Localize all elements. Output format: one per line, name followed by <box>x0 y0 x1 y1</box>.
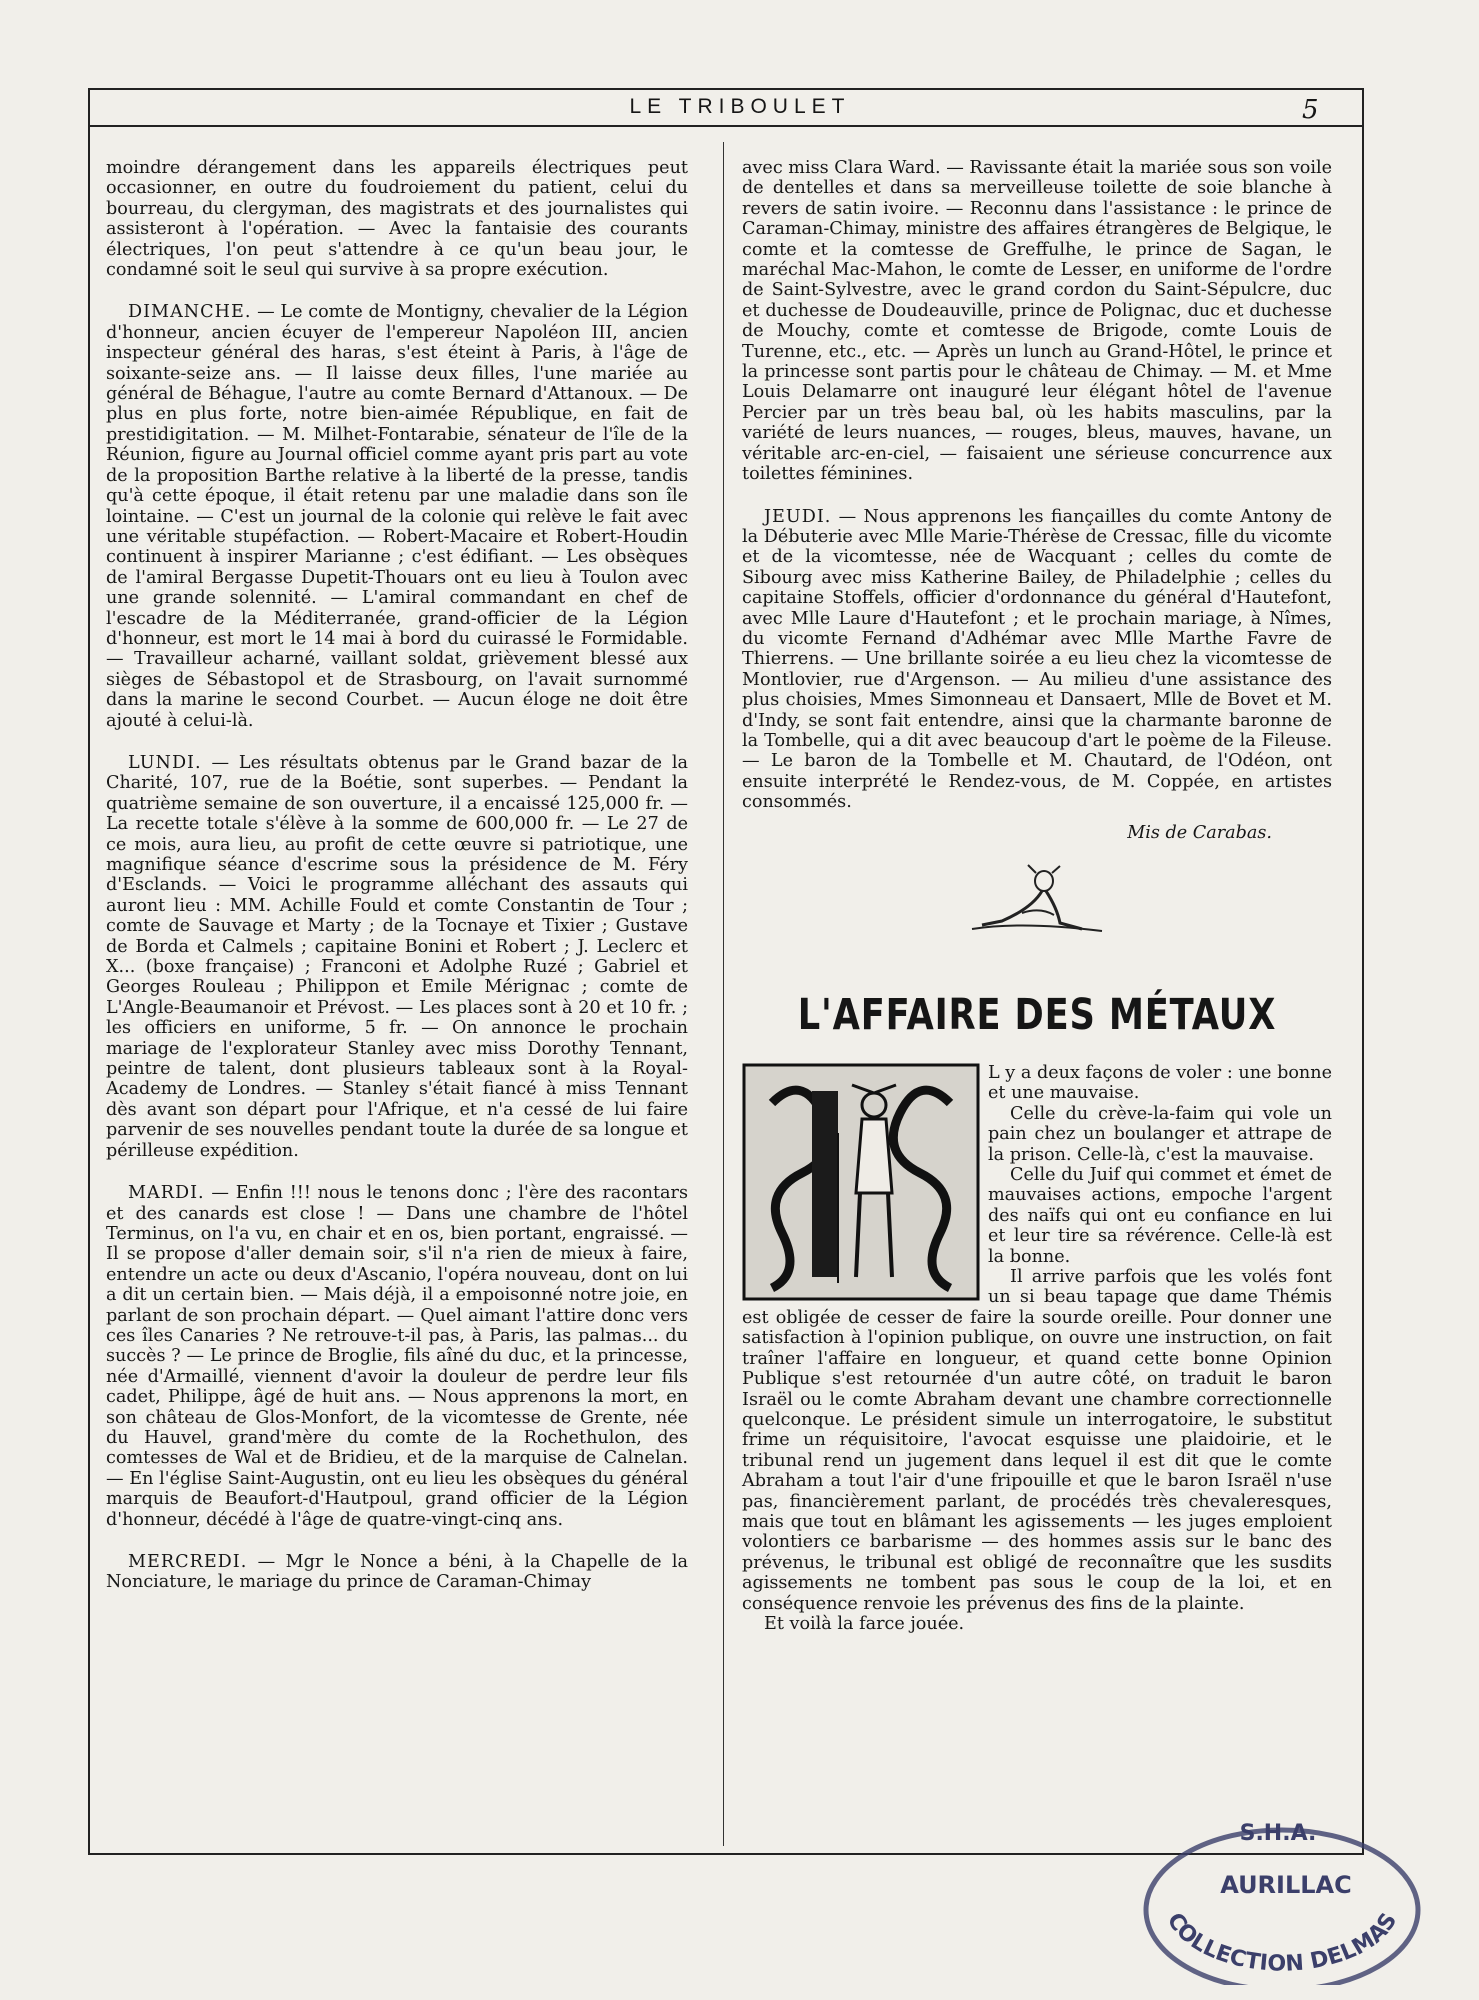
left-column <box>106 158 688 1593</box>
chronicle-paragraph: MERCREDI. — Mgr le Nonce a béni, à la Chapelle de la Nonciature, le mariage du prince de Caraman-Chimay <box>106 1552 688 1593</box>
header-rule <box>90 125 1362 127</box>
chronicle-paragraph: LUNDI. — Les résultats obtenus par le Grand bazar de la Charité, 107, rue de la Boétie, sont superbes. — Pendant la quatrième semaine de son ouverture, il a encaissé 125,000 fr. — La recette totale s'élève à la somme de 600,000 fr. — Le 27 de ce mois, aura lieu, au profit de cette œuvre si patriotique, une magnifique séance d'escrime sous la présidence de M. Féry d'Esclands. — Voici le programme alléchant des assauts qui auront lieu : MM. Achille Fould et comte Constantin de Tour ; comte de Sauvage et Marty ; de la Tocnaye et Tixier ; Gustave de Borda et Calmels ; capitaine Bonini et Robert ; J. Leclerc et X... (boxe française) ; Franconi et Adolphe Ruzé ; Gabriel et Georges Rouleau ; Philippon et Emile Mérignac ; comte de L'Angle-Beaumanoir et Prévost. — Les places sont à 20 et 10 fr. ; les officiers en uniforme, 5 fr. — On annonce le prochain mariage de l'explorateur Stanley avec miss Dorothy Tennant, peintre de talent, dont plusieurs tableaux sont à la Royal-Academy de Londres. — Stanley s'était fiancé à miss Tennant dès avant son départ pour l'Afrique, et n'a cessé de lui faire parvenir de ses nouvelles pendant toute la durée de sa longue et périlleuse expédition. <box>106 752 688 1161</box>
page-number: 5 <box>1302 95 1319 125</box>
ornamental-initial-i-icon <box>742 1063 980 1301</box>
day-heading: LUNDI. <box>128 752 202 773</box>
right-column <box>742 158 1332 1634</box>
masthead-title: LE TRIBOULET <box>629 95 851 118</box>
frame-top-rule <box>88 88 1363 90</box>
article-paragraph: Et voilà la farce jouée. <box>764 1613 965 1634</box>
signature: Mis de Carabas. <box>1127 822 1272 843</box>
article-paragraph: L y a deux façons de voler : une bonne et une mauvaise. <box>988 1063 1332 1104</box>
day-heading: JEUDI. <box>764 506 832 527</box>
chronicle-paragraph: avec miss Clara Ward. — Ravissante était la mariée sous son voile de dentelles et dans sa merveilleuse toilette de soie blanche à revers de satin ivoire. — Reconnu dans l'assistance : le prince de Caraman-Chimay, ministre des affaires étrangères de Belgique, le comte et la comtesse de Greffulhe, le prince de Sagan, le maréchal Mac-Mahon, le comte de Lesser, en uniforme de l'ordre de Saint-Sylvestre, avec le grand cordon du Saint-Sépulcre, duc et duchesse de Doudeauville, prince de Polignac, duc et duchesse de Mouchy, comte et comtesse de Brigode, comte Louis de Turenne, etc., etc. — Après un lunch au Grand-Hôtel, le prince et la princesse sont partis pour le château de Chimay. — M. et Mme Louis Delamarre ont inauguré leur élégant hôtel de l'avenue Percier par un très beau bal, où les habits masculins, par la variété de leurs nuances, — rouges, bleus, mauves, havane, un véritable arc-en-ciel, — faisaient une sérieuse concurrence aux toilettes féminines. <box>742 158 1332 485</box>
library-stamp <box>1128 1810 1428 1985</box>
article-paragraph: Il arrive parfois que les volés font un si beau tapage que dame Thémis est obligée de cesser de faire la sourde oreille. Pour donner une satisfaction à l'opinion publique, on ouvre une instruction, on fait traîner l'affaire en longueur, et quand cette bonne Opinion Publique s'est retournée d'un autre côté, on traduit le baron Israël ou le comte Abraham devant une chambre correctionnelle quelconque. Le président simule un interrogatoire, le substitut frime un réquisitoire, l'avocat esquisse une plaidoirie, et le tribunal rend un jugement dans lequel il est dit que le comte Abraham a tout l'air d'une fripouille et que le baron Israël n'use pas, financièrement parlant, de procédés très chevaleresques, mais que tout en blâmant les agissements — les juges emploient volontiers ce barbarisme — des hommes assis sur le banc des prévenus, le tribunal est obligé de reconnaître que les susdits agissements ne tombent pas sous le coup de la loi, et en conséquence renvoie les prévenus des fins de la plainte. <box>742 1267 1332 1614</box>
frame-right-rule <box>1362 88 1364 1855</box>
article-title: L'AFFAIRE DES MÉTAUX <box>797 990 1277 1040</box>
column-divider <box>723 142 724 1846</box>
chronicle-paragraph: DIMANCHE. — Le comte de Montigny, chevalier de la Légion d'honneur, ancien écuyer de l'empereur Napoléon III, ancien inspecteur général des haras, s'est éteint à Paris, à l'âge de soixante-seize ans. — Il laisse deux filles, l'une mariée au général de Béhague, l'autre au comte Bernard d'Attanoux. — De plus en plus forte, notre bien-aimée République, en fait de prestidigitation. — M. Milhet-Fontarabie, sénateur de l'île de la Réunion, figure au Journal officiel comme ayant pris part au vote de la proposition Barthe relative à la liberté de la presse, tandis qu'à cette époque, il était retenu par une maladie dans son île lointaine. — C'est un journal de la colonie qui relève le fait avec une véritable stupéfaction. — Robert-Macaire et Robert-Houdin continuent à inspirer Marianne ; c'est édifiant. — Les obsèques de l'amiral Bergasse Dupetit-Thouars ont eu lieu à Toulon avec une grande solennité. — L'amiral commandant en chef de l'escadre de la Méditerranée, grand-officier de la Légion d'honneur, est mort le 14 mai à bord du cuirassé le Formidable. — Travailleur acharné, vaillant soldat, grièvement blessé aux sièges de Sébastopol et de Strasbourg, on l'avait surnommé dans la marine le second Courbet. — Aucun éloge ne doit être ajouté à celui-là. <box>106 302 688 731</box>
frame-left-rule <box>88 88 90 1855</box>
article-paragraph: Celle du crève-la-faim qui vole un pain chez un boulanger et attrape de la prison. Celle-là, c'est la mauvaise. <box>988 1103 1332 1165</box>
chronicle-paragraph: moindre dérangement dans les appareils électriques peut occasionner, en outre du foudroiement du patient, celui du bourreau, du clergyman, des magistrats et des journalistes qui assisteront à l'opération. — Avec la fantaisie des courants électriques, l'on peut s'attendre à ce qu'un beau jour, le condamné soit le seul qui survive à sa propre exécution. <box>106 158 688 281</box>
stamp-line-3: COLLECTION DELMAS <box>1161 1908 1403 1977</box>
day-heading: DIMANCHE. <box>128 302 252 323</box>
article-paragraph: Celle du Juif qui commet et émet de mauvaises actions, empoche l'argent des naïfs qui ont eu confiance en lui et leur tire sa révérence. Celle-là est la bonne. <box>988 1165 1332 1267</box>
day-heading: MERCREDI. <box>128 1552 248 1572</box>
jester-vignette-icon <box>962 863 1112 943</box>
chronicle-paragraph: JEUDI. — Nous apprenons les fiançailles du comte Antony de la Débuterie avec Mlle Marie-Thérèse de Cressac, fille du vicomte et de la vicomtesse, née de Wacquant ; celles du comte de Sibourg avec miss Katherine Bailey, de Philadelphie ; celles du capitaine Stoffels, officier d'ordonnance du général d'Hautefont, avec Mlle Laure d'Hautefont ; et le prochain mariage, à Nîmes, du vicomte Fernand d'Adhémar avec Mlle Marthe Favre de Thierrens. — Une brillante soirée a eu lieu chez la vicomtesse de Montlovier, rue d'Argenson. — Au milieu d'une assistance des plus choisies, Mmes Simonneau et Dansaert, Mlle de Bovet et M. d'Indy, se sont fait entendre, ainsi que la charmante baronne de la Tombelle, qui a dit avec beaucoup d'art le poème de la Fileuse. — Le baron de la Tombelle et M. Chautard, de l'Odéon, ont ensuite interprété le Rendez-vous, de M. Coppée, en artistes consommés. <box>742 506 1333 813</box>
chronicle-paragraph: MARDI. — Enfin !!! nous le tenons donc ; l'ère des racontars et des canards est close ! — Dans une chambre de l'hôtel Terminus, on l'a vu, en chair et en os, bien portant, engraissé. — Il se propose d'aller demain soir, s'il n'a rien de mieux à faire, entendre un acte ou deux d'Ascanio, l'opéra nouveau, dont on lui a dit un certain bien. — Mais déjà, il a empoisonné notre joie, en parlant de son prochain départ. — Quel aimant l'attire donc vers ces îles Canaries ? Ne retrouve-t-il pas, à Paris, las palmas... du succès ? — Le prince de Broglie, fils aîné du duc, et la princesse, née d'Armaillé, viennent d'avoir la douleur de perdre leur fils cadet, Philippe, âgé de huit ans. — Nous apprenons la mort, en son château de Glos-Monfort, de la vicomtesse de Grente, née du Hauvel, grand'mère du comte de la Rochethulon, des comtesses de Wal et de Bridieu, et de la marquise de Calnelan. — En l'église Saint-Augustin, ont eu lieu les obsèques du général marquis de Beaufort-d'Hautpoul, grand officier de la Légion d'honneur, décédé à l'âge de quatre-vingt-cinq ans. <box>106 1183 688 1530</box>
stamp-line-2: AURILLAC <box>1220 1871 1352 1899</box>
stamp-line-1: S.H.A. <box>1239 1821 1317 1846</box>
day-heading: MARDI. <box>128 1183 205 1204</box>
